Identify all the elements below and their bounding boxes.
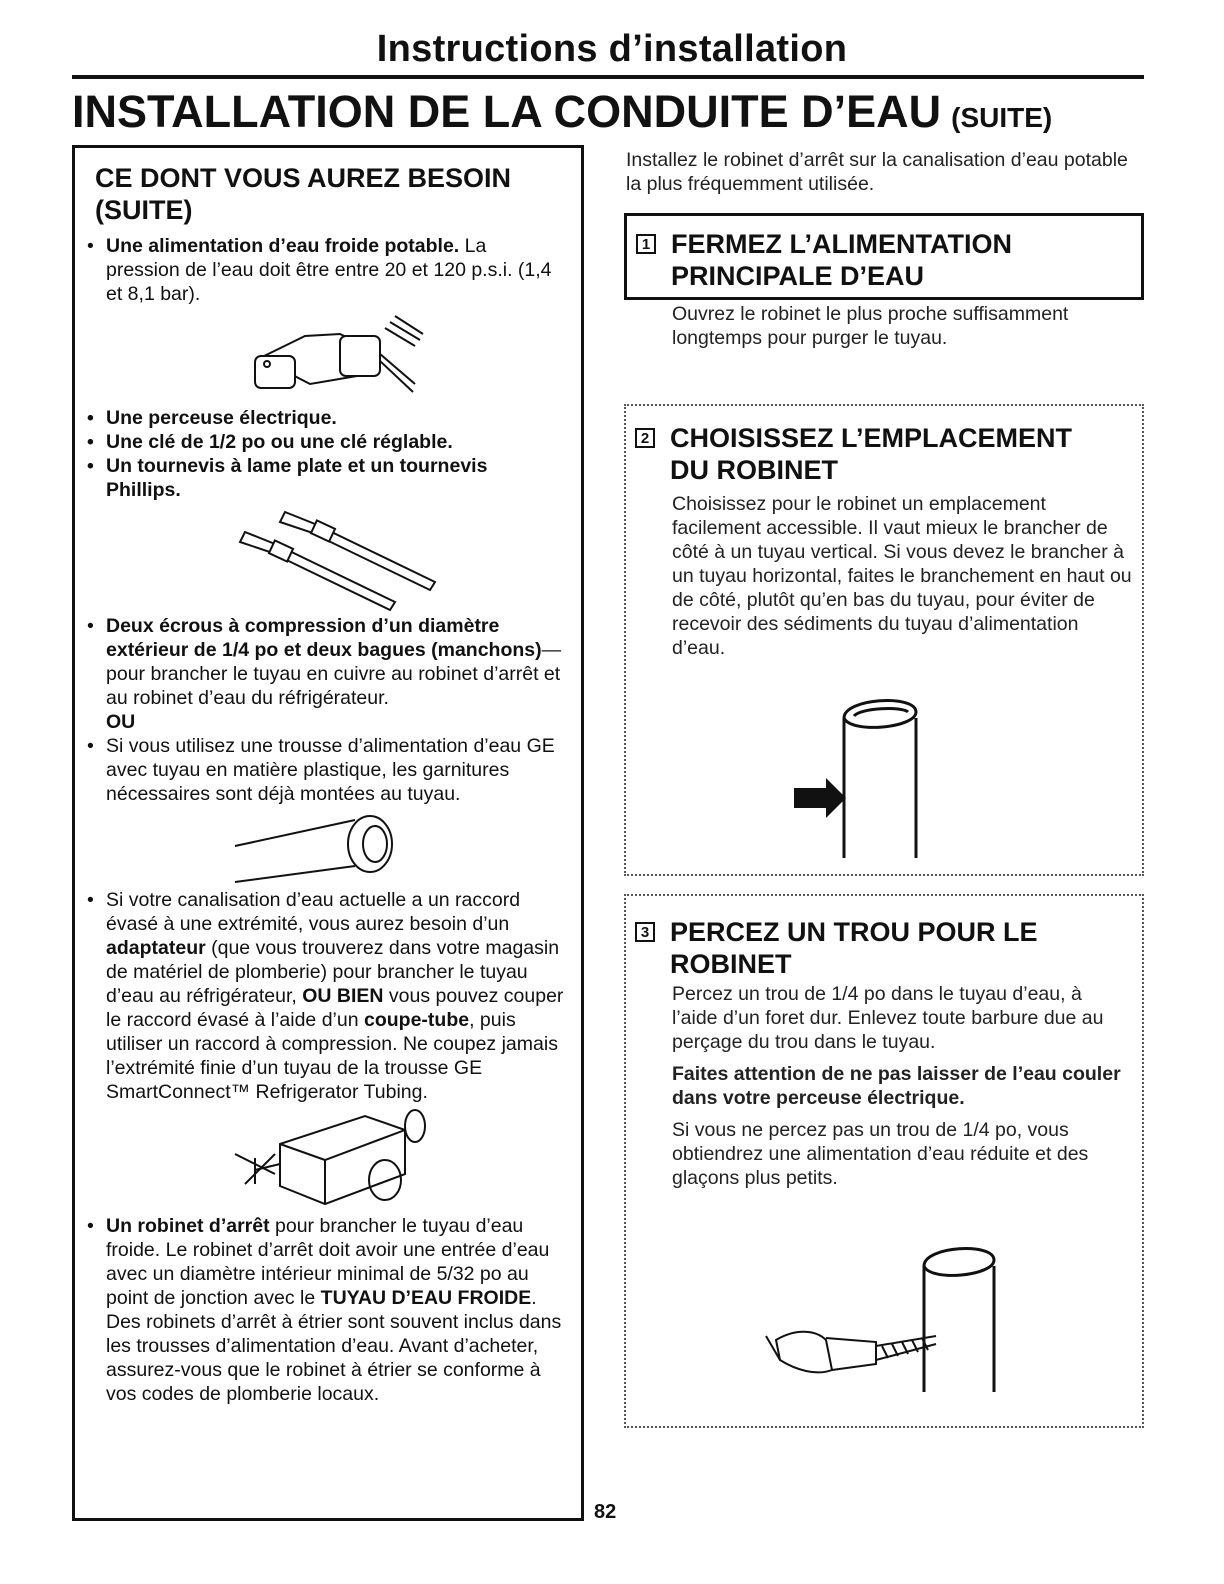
item-cold-water: [95, 234, 565, 306]
step-1-body-text: Ouvrez le robinet le plus proche suffisamment longtemps pour purger le tuyau.: [672, 303, 1069, 349]
step-3-title: [670, 916, 1038, 980]
step-3-body-text: Percez un trou de 1/4 po dans le tuyau d’eau, à l’aide d’un foret dur. Enlevez toute barbure due au perçage du trou dans le tuyau.: [672, 983, 1104, 1053]
item-screwdrivers: • Un tournevis à lame plate et un tournevis Phillips.: [95, 454, 565, 502]
section-title-suffix: (SUITE): [951, 102, 1053, 133]
step-3-title-line1: PERCEZ UN TROU POUR LE: [670, 917, 1038, 947]
compression-nuts-illustration: [95, 502, 565, 614]
page-number: 82: [594, 1501, 617, 1523]
item-shutoff-valve-d: . Des robinets d’arrêt à étrier sont souvent inclus dans les trousses d’alimentation d’eau. Avant d’acheter, assurez-vous que le robinet à étrier se conforme à vos codes de plomberie locaux.: [106, 1287, 562, 1405]
page-header-title: Instructions d’installation: [376, 28, 848, 70]
item-adapter-g: , puis utiliser un raccord à compression. Ne coupez jamais l’extrémité finie d’un tuyau de la trousse GE SmartConnect™ Refrigerator Tubing.: [106, 1009, 558, 1103]
requirements-title-line2: (SUITE): [95, 195, 193, 225]
item-compression-nuts-text: —pour brancher le tuyau en cuivre au robinet d’arrêt et au robinet d’eau du réfrigérateur.: [106, 639, 562, 709]
step-1-number: 1: [636, 234, 656, 254]
step-3-body: [672, 982, 1132, 1190]
item-adapter-e: vous pouvez couper le raccord évasé à l’aide d’un: [106, 985, 564, 1031]
item-compression-nuts-bold: Deux écrous à compression d’un diamètre extérieur de 1/4 po et deux bagues (manchons): [106, 615, 542, 661]
intro-text: Installez le robinet d’arrêt sur la canalisation d’eau potable la plus fréquemment utilisée.: [626, 149, 1128, 195]
item-adapter-d: OU BIEN: [302, 985, 384, 1007]
drilling-pipe-illustration: [736, 1240, 1036, 1400]
step-1-box: [624, 213, 1144, 300]
requirements-title-line1: CE DONT VOUS AUREZ BESOIN: [95, 163, 512, 193]
item-ge-kit: • Si vous utilisez une trousse d’alimentation d’eau GE avec tuyau en matière plastique, les garnitures nécessaires sont déjà montées au tuyau.: [95, 734, 565, 806]
step-1-title: [671, 228, 1012, 292]
flared-fitting-illustration: [95, 806, 565, 888]
step-2-number: 2: [635, 428, 655, 448]
item-shutoff-valve: [95, 1214, 565, 1406]
item-compression-nuts: [95, 614, 565, 710]
step-3-warning: Faites attention de ne pas laisser de l’eau couler dans votre perceuse électrique.: [672, 1063, 1121, 1109]
item-cold-water-bold: Une alimentation d’eau froide potable.: [106, 235, 460, 257]
item-adapter-a: Si votre canalisation d’eau actuelle a un raccord évasé à une extrémité, vous aurez besoin d’un: [106, 889, 521, 935]
section-title: [72, 86, 1052, 138]
shutoff-valve-illustration: [95, 1104, 565, 1214]
requirements-title: [95, 162, 565, 226]
item-shutoff-valve-a: Un robinet d’arrêt: [106, 1215, 270, 1237]
item-cold-water-text: La pression de l’eau doit être entre 20 et 120 p.s.i. (1,4 et 8,1 bar).: [106, 235, 552, 305]
item-drill: • Une perceuse électrique.: [95, 406, 565, 430]
item-adapter-f: coupe-tube: [364, 1009, 470, 1031]
requirements-box: [72, 145, 584, 1521]
step-3-note: Si vous ne percez pas un trou de 1/4 po, vous obtiendrez une alimentation d’eau réduite et des glaçons plus petits.: [672, 1119, 1089, 1189]
step-2-body: [672, 492, 1132, 660]
step-2-title: [670, 422, 1072, 486]
item-wrench: • Une clé de 1/2 po ou une clé réglable.: [95, 430, 565, 454]
step-2-title-line1: CHOISISSEZ L’EMPLACEMENT: [670, 423, 1073, 453]
or-label: OU: [106, 711, 136, 733]
step-3-number: 3: [635, 922, 655, 942]
step-3-title-line2: ROBINET: [670, 949, 792, 979]
item-adapter-b: adaptateur: [106, 937, 206, 959]
right-column: [626, 148, 1146, 196]
step-2-box: [624, 404, 1144, 876]
item-shutoff-valve-c: TUYAU D’EAU FROIDE: [320, 1287, 532, 1309]
vertical-pipe-illustration: [776, 688, 976, 868]
item-shutoff-valve-b: pour brancher le tuyau d’eau froide. Le robinet d’arrêt doit avoir une entrée d’eau avec un diamètre intérieur minimal de 5/32 po au point de jonction avec le: [106, 1215, 550, 1309]
step-3-box: [624, 894, 1144, 1428]
step-1-title-line2: PRINCIPALE D’EAU: [671, 261, 925, 291]
header-rule: [72, 75, 1144, 79]
item-adapter-c: (que vous trouverez dans votre magasin de matériel de plomberie) pour brancher le tuyau d’eau au réfrigérateur,: [106, 937, 560, 1007]
item-adapter: [95, 888, 565, 1104]
step-2-body-text: Choisissez pour le robinet un emplacement facilement accessible. Il vaut mieux le brancher de côté à un tuyau vertical. Si vous devez le brancher à un tuyau horizontal, faites le branchement en haut ou de côté, plutôt qu’en bas du tuyau, pour éviter de recevoir des sédiments du tuyau d’alimentation d’eau.: [672, 493, 1132, 659]
step-2-title-line2: DU ROBINET: [670, 455, 838, 485]
drill-illustration: [95, 306, 565, 406]
step-1-body: [672, 302, 1092, 350]
section-title-text: INSTALLATION DE LA CONDUITE D’EAU: [72, 86, 942, 137]
step-1-title-line1: FERMEZ L’ALIMENTATION: [671, 229, 1012, 259]
